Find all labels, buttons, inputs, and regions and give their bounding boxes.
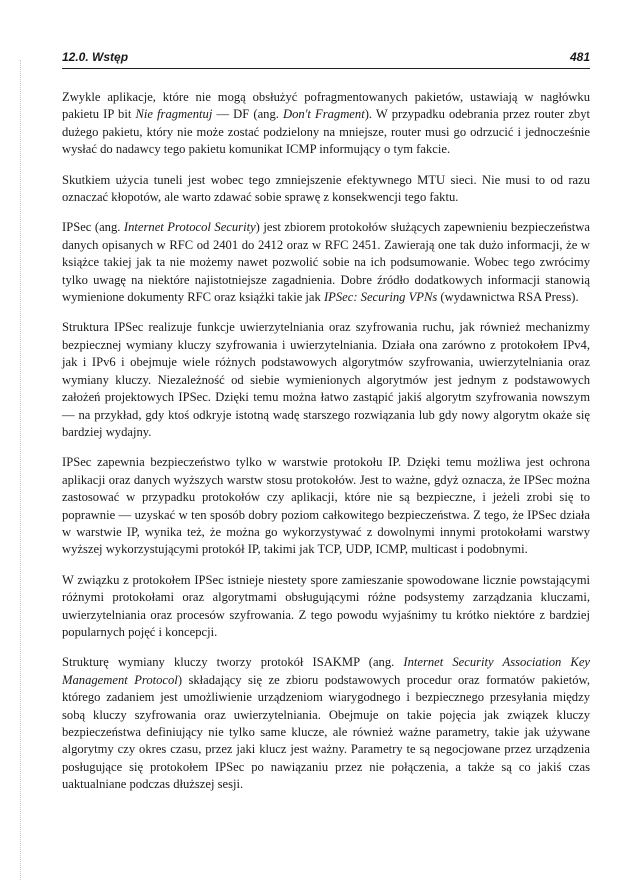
paragraph (62, 654, 590, 793)
text-run: Zwykle aplikacje, które nie mogą obsłużyć pofragmentowanych pakietów, ustawiają w nagłówku pakietu IP bit (62, 90, 590, 122)
italic-text: Nie fragmentuj (135, 107, 213, 122)
paragraph (62, 319, 590, 441)
paragraph (62, 454, 590, 558)
italic-text: Internet Security Association Key Management Protocol (62, 655, 590, 687)
paragraph (62, 89, 590, 159)
text-run: ) składający się ze zbioru podstawowych procedur oraz formatów pakietów, którego zadaniem jest umożliwienie urządzeniom wiarygodnego i bezpiecznego przesyłania między sobą kluczy szyfrowania oraz uwierzytelniania. Obejmuje on takie pojęcia jak związek kluczy bezpieczeństwa definiujący nie tylko same klucze, ale również ważne parametry, takie jak używane algorytmy czy okres czasu, przez jaki klucz jest ważny. Parametry te są negocjowane przez urządzenia posługujące się protokołem IPSec po nawiązaniu przez nie połączenia, a także są co jakiś czas uaktualniane podczas dłuższej sesji. (62, 672, 590, 792)
text-run: Strukturę wymiany kluczy tworzy protokół ISAKMP (ang. (62, 655, 404, 670)
italic-text: Internet Protocol Security (123, 220, 256, 235)
text-run: W związku z protokołem IPSec istnieje niestety spore zamieszanie spowodowane licznie powstającymi różnymi protokołami oraz algorytmami obsługującymi różne podsystemy zarządzania kluczami, uwierzytelniania oraz procesów szyfrowania. Z tego powodu wyjaśnimy tu krótko niektóre z bardziej popularnych pojęć i koncepcji. (62, 572, 590, 639)
text-run: ). W przypadku odebrania przez router zbyt dużego pakietu, który nie może zostać podzielony na mniejsze, router musi go odrzucić i jednocześnie wysłać do nadawcy tego pakietu komunikat ICMP informujący o tym fakcie. (62, 107, 590, 157)
paragraph (62, 219, 590, 306)
page-number: 481 (569, 50, 590, 64)
page-edge-line (20, 60, 21, 880)
text-run: ) jest zbiorem protokołów służących zapewnieniu bezpieczeństwa danych opisanych w RFC od 2401 do 2412 oraz w RFC 2451. Zawierają one tak dużo informacji, że w książce takiej jak ta nie możemy nawet pozwolić sobie na ich podsumowanie. Wobec tego zwrócimy tylko uwagę na niektóre najistotniejsze zagadnienia. Dobre źródło dodatkowych informacji stanowią wymienione dokumenty RFC oraz książki takie jak (62, 220, 590, 305)
body-text (62, 89, 590, 794)
text-run: (wydawnictwa RSA Press). (437, 290, 579, 305)
text-run: Skutkiem użycia tuneli jest wobec tego zmniejszenie efektywnego MTU sieci. Nie musi to od razu oznaczać kłopotów, ale warto zdawać sobie sprawę z konsekwencji tego faktu. (62, 172, 590, 205)
text-run: — DF (ang. (212, 107, 284, 122)
text-run: IPSec (ang. (62, 220, 124, 235)
text-run: IPSec zapewnia bezpieczeństwo tylko w warstwie protokołu IP. Dzięki temu możliwa jest ochrona aplikacji oraz danych wyższych warstw stosu protokołów. Jest to ważne, gdyż oznacza, że IPSec można zastosować w przypadku protokołów czy aplikacji, które nie są bezpieczne, i jeżeli zrobi się to poprawnie — uzyskać w ten sposób dobry poziom całkowitego bezpieczeństwa. Z tego, że IPSec działa w warstwie IP, wynika też, że można go wykorzystywać z dowolnymi innymi protokołami warstwy wyższej wykorzystującymi protokół IP, takimi jak TCP, UDP, ICMP, multicast i podobnymi. (62, 455, 590, 557)
paragraph (62, 572, 590, 642)
running-head (62, 48, 590, 69)
text-run: Struktura IPSec realizuje funkcje uwierzytelniania oraz szyfrowania ruchu, jak również mechanizmy bezpiecznej wymiany kluczy szyfrowania i uwierzytelniania. Działa ona zarówno z protokołem IPv4, jak i IPv6 i obejmuje wiele różnych podstawowych algorytmów szyfrowania, uwierzytelniania oraz wymiany kluczy. Niezależność od siebie wymienionych algorytmów jest jednym z podstawowych założeń projektowych IPSec. Dzięki temu można łatwo zastąpić jakiś algorytm szyfrowania nowszym — na przykład, gdy ktoś odkryje istotną wadę starszego rozwiązania lub gdy nowy algorytm okaże się bardziej wydajny. (62, 320, 590, 439)
italic-text: IPSec: Securing VPNs (323, 290, 438, 305)
italic-text: Don't Fragment (283, 107, 365, 122)
section-title: 12.0. Wstęp (62, 50, 129, 64)
paragraph (62, 172, 590, 207)
